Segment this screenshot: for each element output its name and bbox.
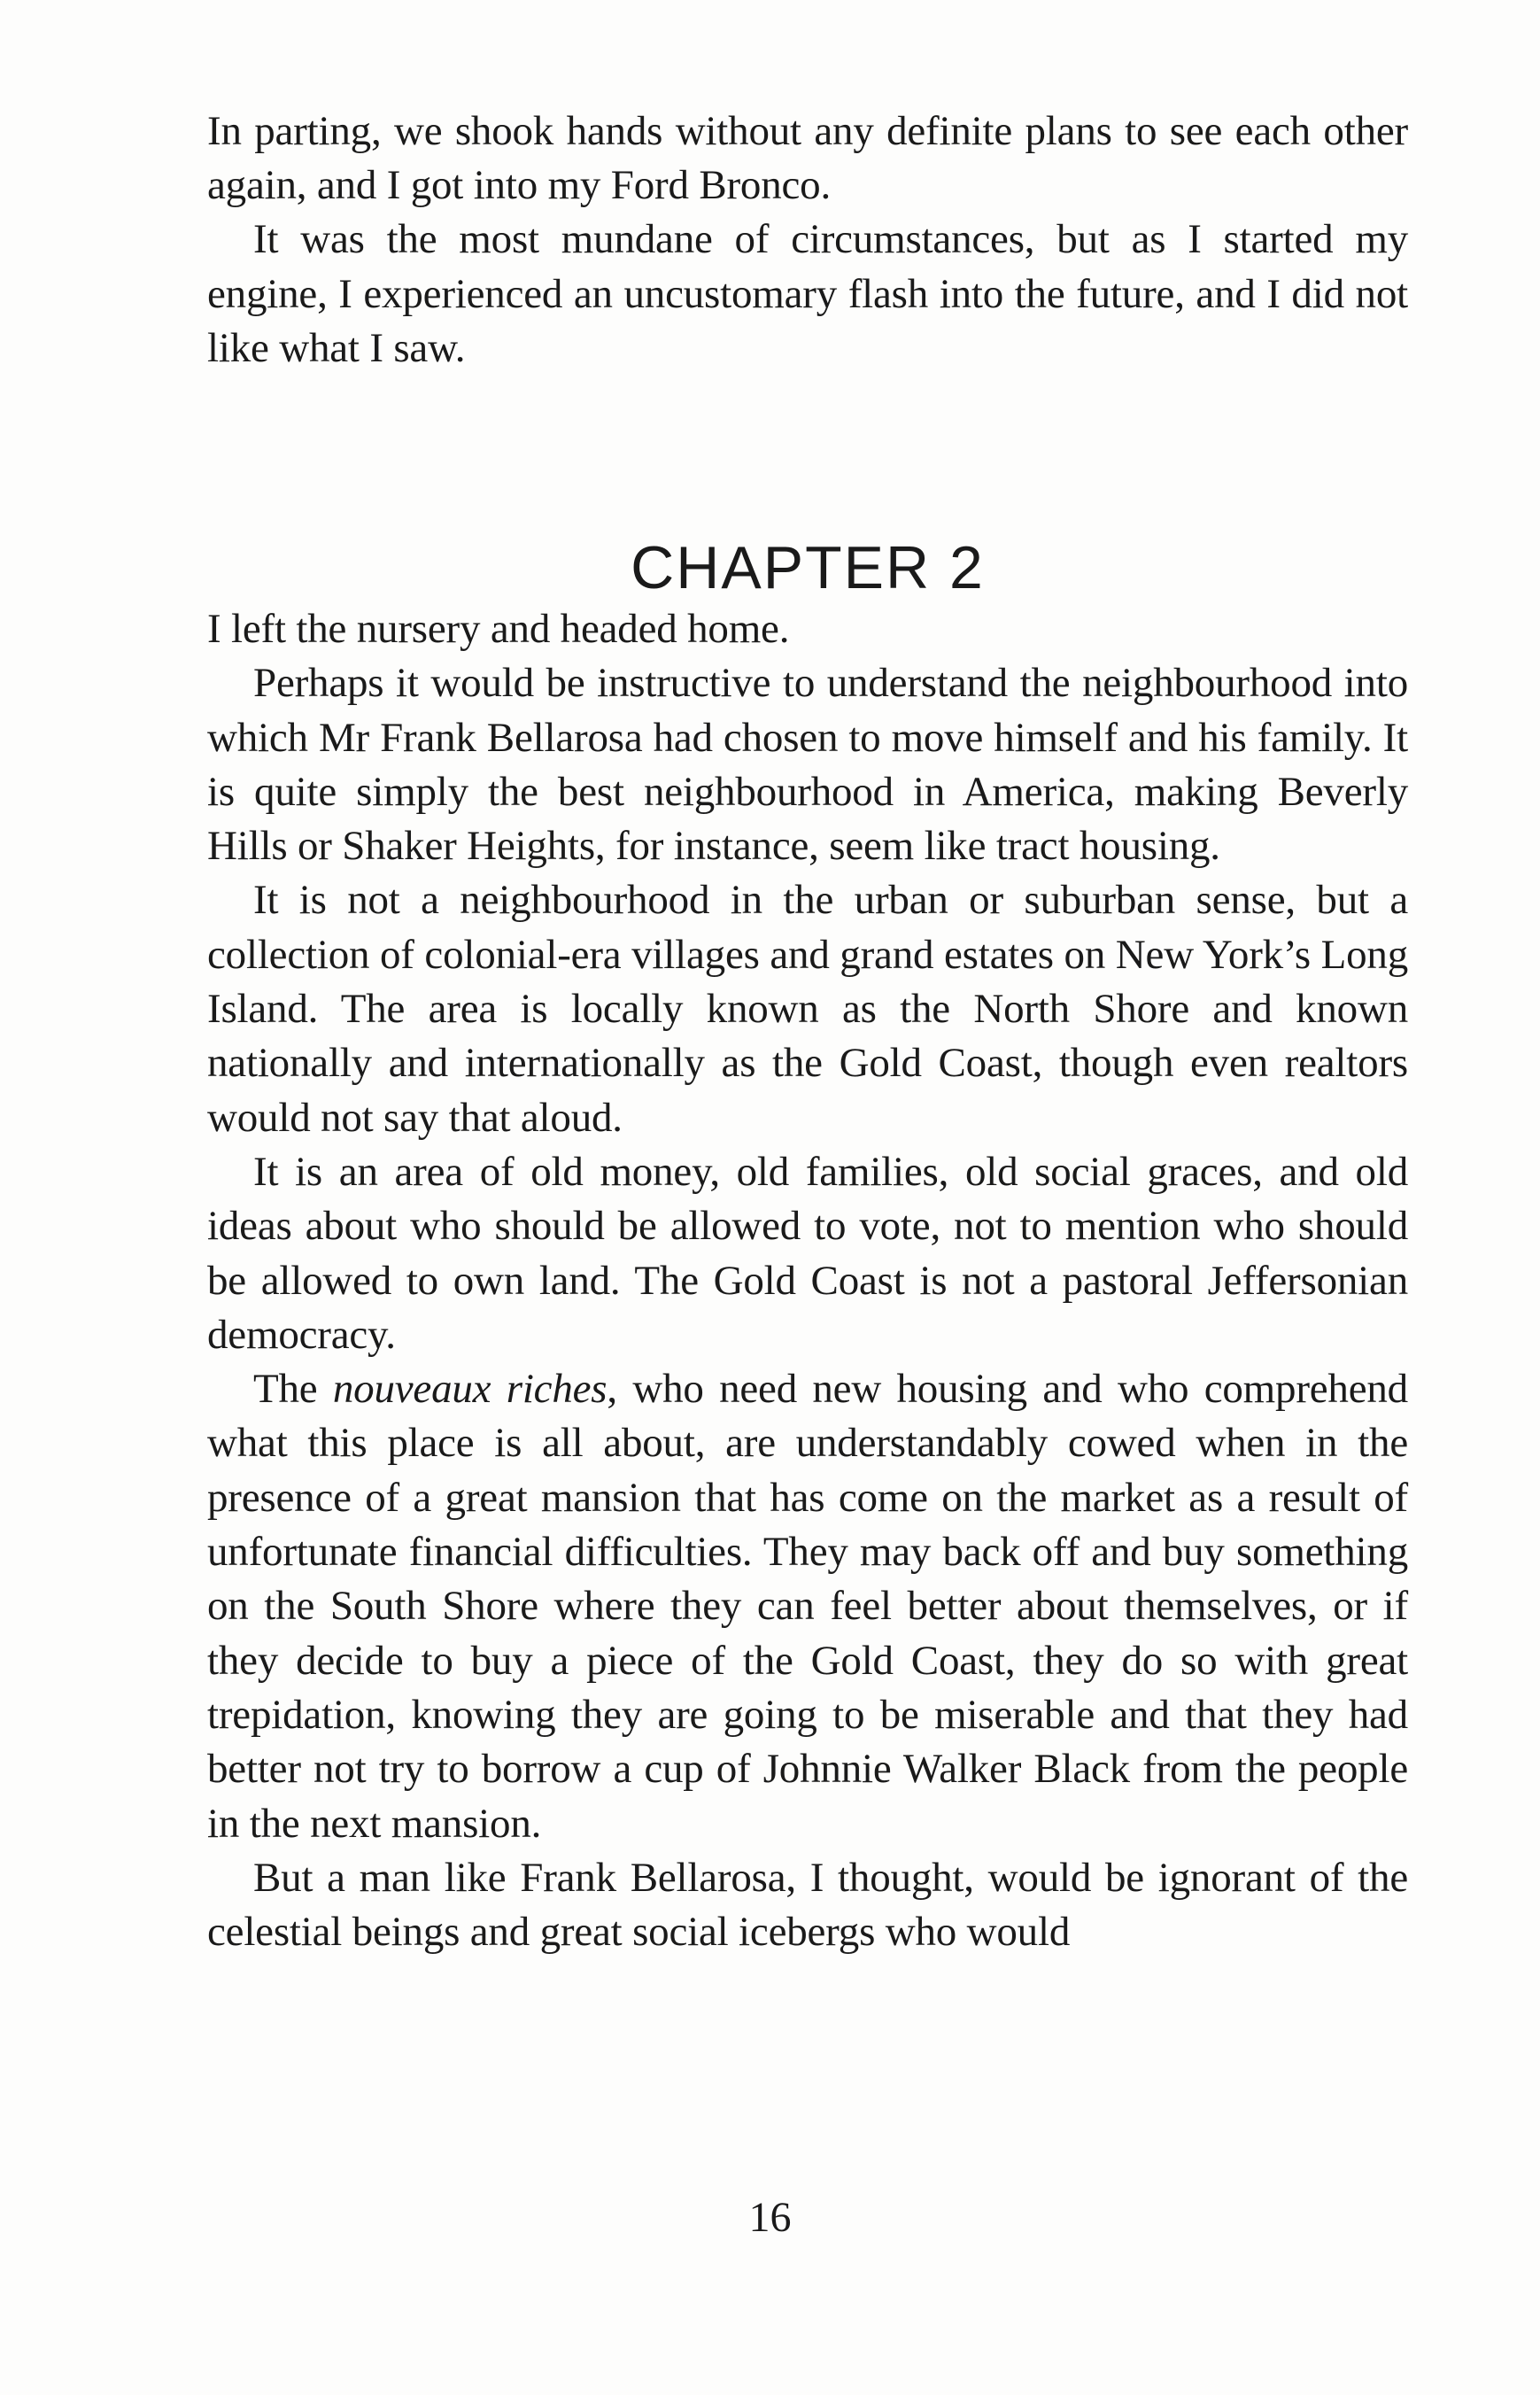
paragraph-long-island: It is not a neighbourhood in the urban or suburban sense, but a collection of colonial-era villages and grand estates on New York’s Long Island. The area is locally known as the North Shore and known nationally and internationally as the Gold Coast, though even realtors would not say that aloud. (207, 877, 1408, 1141)
chapter-body (207, 602, 1408, 1959)
chapter-title: CHAPTER 2 (631, 534, 985, 602)
paragraph-left-nursery: I left the nursery and headed home. (207, 606, 790, 652)
paragraph-engine: It was the most mundane of circumstances, but as I started my engine, I experienced an uncustomary flash into the future, and I did not like what I saw. (207, 216, 1408, 371)
paragraph-old-money: It is an area of old money, old families, old social graces, and old ideas about who should be allowed to vote, not to mention who should be allowed to own land. The Gold Coast is not a pastoral Jeffersonian democracy. (207, 1148, 1408, 1358)
paragraph-bellarosa: But a man like Frank Bellarosa, I thought, would be ignorant of the celestial beings and great social icebergs who would (207, 1854, 1408, 1956)
paragraph-parting: In parting, we shook hands without any definite plans to see each other again, and I got into my Ford Bronco. (207, 108, 1408, 209)
paragraph-nouveaux-riches (207, 1362, 1408, 1851)
nouveaux-rest: , who need new housing and who comprehend what this place is all about, are understandably cowed when in the presence of a great mansion that has come on the market as a result of unfortunate financial difficulties. They may back off and buy something on the South Shore where they can feel better about themselves, or if they decide to buy a piece of the Gold Coast, they do so with great trepidation, knowing they are going to be miserable and that they had better not try to borrow a cup of Johnnie Walker Black from the people in the next mansion. (207, 1366, 1408, 1847)
nouveaux-italic: nouveaux riches (332, 1366, 607, 1413)
paragraph-neighbourhood: Perhaps it would be instructive to understand the neighbourhood into which Mr Frank Bellarosa had chosen to move himself and his family. It is quite simply the best neighbourhood in America, making Beverly Hills or Shaker Heights, for instance, seem like tract housing. (207, 660, 1408, 870)
page-number: 16 (748, 2194, 792, 2241)
nouveaux-lead: The (253, 1366, 333, 1413)
opening-text (207, 105, 1408, 376)
